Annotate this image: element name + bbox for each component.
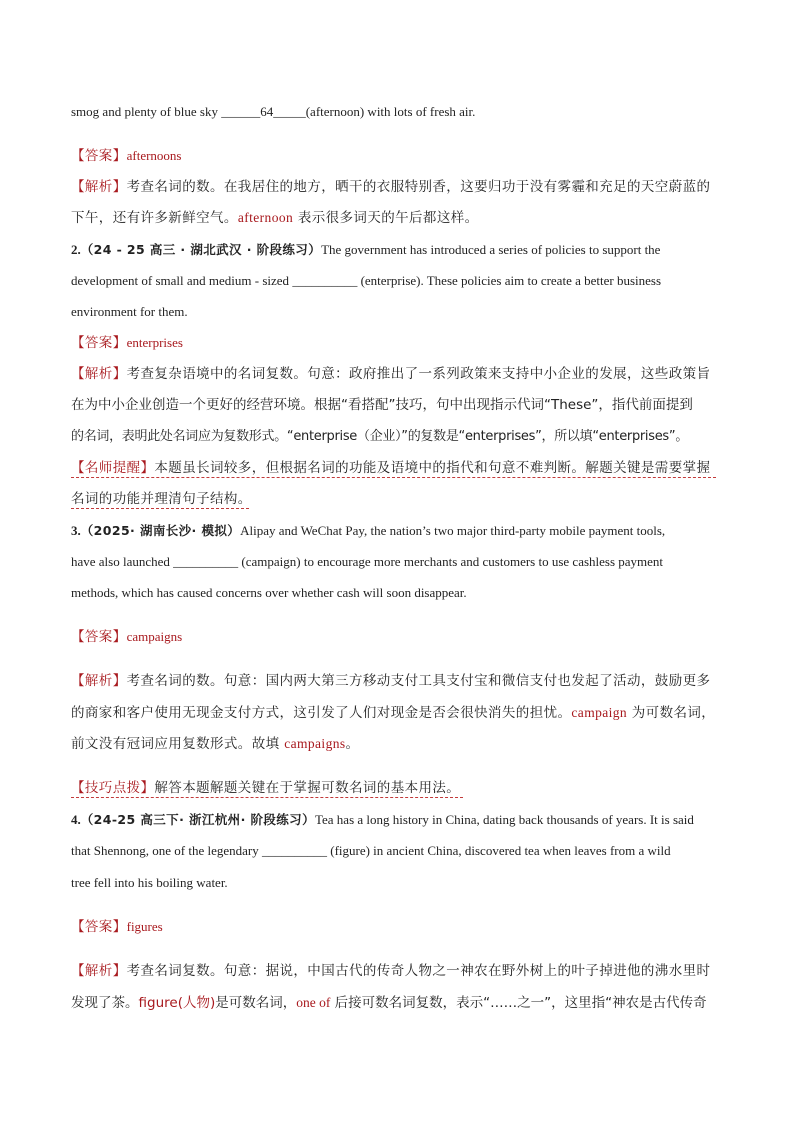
q3-text2a: have also launched (71, 554, 174, 569)
q2-answer (71, 334, 731, 352)
q3-line3 (71, 584, 731, 602)
q3-analysis-text3a: 前文没有冠词应用复数形式。故填 (71, 736, 285, 752)
q1-sentence-tail (71, 103, 731, 121)
q2-line3 (71, 303, 731, 321)
q4-analysis-keyword2: one of (296, 995, 331, 1010)
analysis-tag: 【解析】 (71, 673, 127, 689)
q2-analysis-line3 (71, 428, 731, 446)
q4-analysis-text2b: 是可数名词， (215, 995, 297, 1011)
q2-text1: The government has introduced a series of policies to support the (321, 242, 661, 257)
q4-analysis-line1 (71, 962, 731, 980)
q3-line1 (71, 522, 731, 540)
q2-text3: environment for them. (71, 304, 188, 319)
q4-analysis-text2a: 发现了茶。 (71, 995, 139, 1011)
q4-line2 (71, 842, 731, 860)
q4-analysis-text1: 考查名词复数。句意：据说，中国古代的传奇人物之一神农在野外树上的叶子掉进他的沸水里时 (126, 963, 711, 979)
q2-analysis-line1 (71, 365, 731, 383)
q4-text2b: (figure) in ancient China, discovered tea when leaves from a wild (326, 843, 671, 858)
q2-line2 (71, 272, 731, 290)
q2-analysis-text3: 的名词，表明此处名词应为复数形式。“enterprise（企业）”的复数是“enterprises”，所以填“enterprises”。 (71, 429, 689, 444)
q2-line1 (71, 241, 731, 259)
q3-text1: Alipay and WeChat Pay, the nation’s two major third-party mobile payment tools, (240, 523, 666, 538)
q1-analysis-keyword: afternoon (237, 210, 294, 225)
q4-analysis-text2c: 后接可数名词复数，表示“……之一”，这里指“神农是古代传奇 (330, 995, 707, 1011)
q4-analysis-keyword: figure(人物) (138, 995, 216, 1011)
q3-text3: methods, which has caused concerns over whether cash will soon disappear. (71, 585, 467, 600)
q3-analysis-text1: 考查名词的数。句意：国内两大第三方移动支付工具支付宝和微信支付也发起了活动，鼓励更多 (126, 673, 711, 689)
analysis-tag: 【解析】 (71, 179, 127, 195)
q3-analysis-keyword2: campaigns (284, 736, 346, 751)
q2-text2a: development of small and medium - sized (71, 273, 293, 288)
tip-underline (71, 508, 249, 509)
q4-analysis-line2 (71, 994, 731, 1012)
q2-blank: __________ (292, 273, 358, 288)
q4-line3 (71, 874, 731, 892)
q3-answer-value: campaigns (126, 629, 183, 644)
analysis-tag: 【解析】 (71, 963, 127, 979)
q3-line2 (71, 553, 731, 571)
q2-tip-text2: 名词的功能并理清句子结构。 (71, 491, 252, 507)
q1-answer (71, 147, 731, 165)
q3-source: （2025· 湖南长沙· 模拟） (80, 523, 241, 538)
q1-blank-left: ______ (221, 104, 261, 119)
q3-analysis-line3 (71, 735, 731, 753)
q3-analysis-text2a: 的商家和客户使用无现金支付方式，这引发了人们对现金是否会很快消失的担忧。 (71, 705, 572, 721)
q1-blank-right: _____ (273, 104, 306, 119)
q4-number: 4. (71, 812, 81, 827)
answer-tag: 【答案】 (71, 629, 127, 645)
q2-tip-line2 (71, 490, 731, 508)
tip-tag: 【技巧点拨】 (71, 780, 155, 796)
tip-underline (71, 477, 716, 478)
q1-analysis-text2a: 下午，还有许多新鲜空气。 (71, 210, 238, 226)
q3-tip-text: 解答本题解题关键在于掌握可数名词的基本用法。 (154, 780, 461, 796)
q3-tip (71, 779, 731, 797)
q2-source: （24 - 25 高三 · 湖北武汉 · 阶段练习） (80, 242, 322, 257)
q2-analysis-line2 (71, 396, 731, 414)
q3-analysis-line1 (71, 672, 731, 690)
q2-answer-value: enterprises (126, 335, 183, 350)
q1-text-after: (afternoon) with lots of fresh air. (305, 104, 476, 119)
q1-blank-number: 64 (260, 104, 274, 119)
q2-tip-text1: 本题虽长词较多，但根据名词的功能及语境中的指代和句意不难判断。解题关键是需要掌握 (154, 460, 711, 476)
q1-analysis-line2 (71, 209, 731, 227)
q3-answer (71, 628, 731, 646)
q4-text1: Tea has a long history in China, dating back thousands of years. It is said (314, 812, 694, 827)
q3-analysis-line2 (71, 704, 731, 722)
q4-source: （24-25 高三下· 浙江杭州· 阶段练习） (80, 812, 315, 827)
q4-answer (71, 918, 731, 936)
analysis-tag: 【解析】 (71, 366, 127, 382)
q3-number: 3. (71, 523, 81, 538)
answer-tag: 【答案】 (71, 148, 127, 164)
q1-answer-value: afternoons (126, 148, 182, 163)
q2-number: 2. (71, 242, 81, 257)
tip-underline (71, 797, 463, 798)
q3-blank: __________ (173, 554, 239, 569)
q3-analysis-text2b: 为可数名词， (627, 705, 716, 721)
q3-text2b: (campaign) to encourage more merchants and customers to use cashless payment (238, 554, 664, 569)
q4-line1 (71, 811, 731, 829)
q4-blank: __________ (261, 843, 327, 858)
q1-analysis-line1 (71, 178, 731, 196)
q3-analysis-keyword: campaign (571, 705, 628, 720)
q4-text2a: that Shennong, one of the legendary (71, 843, 262, 858)
q2-text2b: (enterprise). These policies aim to create a better business (357, 273, 662, 288)
q4-text3: tree fell into his boiling water. (71, 875, 228, 890)
q2-analysis-text2: 在为中小企业创造一个更好的经营环境。根据“看搭配”技巧，句中出现指示代词“These”，指代前面提到 (71, 397, 693, 413)
q4-answer-value: figures (126, 919, 163, 934)
q1-text-before: smog and plenty of blue sky (71, 104, 222, 119)
answer-tag: 【答案】 (71, 335, 127, 351)
answer-tag: 【答案】 (71, 919, 127, 935)
tip-tag: 【名师提醒】 (71, 460, 155, 476)
q2-tip-line1 (71, 459, 731, 477)
q1-analysis-text2b: 表示很多词天的午后都这样。 (293, 210, 479, 226)
q2-analysis-text1: 考查复杂语境中的名词复数。句意：政府推出了一系列政策来支持中小企业的发展，这些政策旨 (126, 366, 711, 382)
q1-analysis-text1: 考查名词的数。在我居住的地方，晒干的衣服特别香，这要归功于没有雾霾和充足的天空蔚蓝的 (126, 179, 711, 195)
q3-analysis-text3b: 。 (345, 736, 360, 752)
